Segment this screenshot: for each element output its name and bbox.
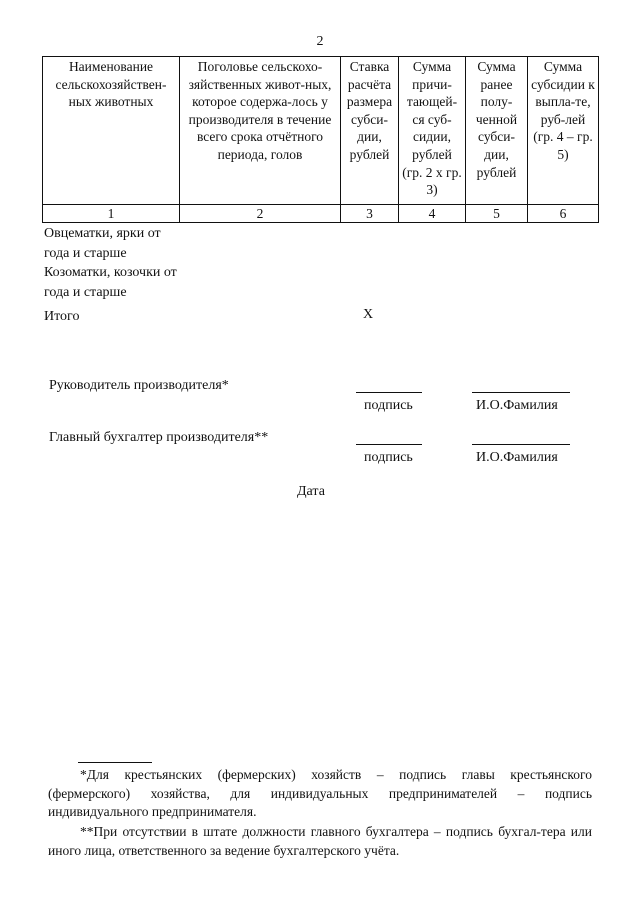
header-received-amount: Сумма ранее полу-ченной субси-дии, рублей <box>466 57 528 205</box>
row-sheep: Овцематки, ярки от года и старше <box>44 226 161 261</box>
row-goats: Козоматки, козочки от года и старше <box>44 265 177 300</box>
column-number: 4 <box>399 205 466 223</box>
head-signature-label: Руководитель производителя* <box>49 378 229 393</box>
head-signature-line <box>356 392 422 393</box>
header-payout-amount: Сумма субсидии к выпла-те, руб-лей (гр. 4 – гр. 5) <box>528 57 599 205</box>
column-number: 6 <box>528 205 599 223</box>
table-header-row <box>43 57 599 205</box>
header-due-amount: Сумма причи-тающей-ся суб-сидии, рублей (гр. 2 х гр. 3) <box>399 57 466 205</box>
footnote-first: *Для крестьянских (фермерских) хозяйств – подпись главы крестьянского (фермерского) хозяйства, для индивидуальных предпринимателей – подпись индивидуального предпринимателя. <box>48 767 592 819</box>
accountant-signature-caption: подпись <box>364 450 413 465</box>
date-label: Дата <box>297 484 325 499</box>
page-number: 2 <box>316 34 324 49</box>
footnote-divider <box>78 762 152 763</box>
accountant-name-line <box>472 444 570 445</box>
head-name-caption: И.О.Фамилия <box>476 398 558 413</box>
footnote-second: **При отсутствии в штате должности главного бухгалтера – подпись бухгал-тера или иного лица, ответственного за ведение бухгалтерского учёта. <box>48 824 592 858</box>
total-label: Итого <box>44 309 80 324</box>
total-mark: X <box>363 307 374 322</box>
head-signature-caption: подпись <box>364 398 413 413</box>
accountant-signature-label: Главный бухгалтер производителя** <box>49 430 269 445</box>
column-number: 1 <box>43 205 180 223</box>
subsidy-table <box>42 56 599 223</box>
column-number: 3 <box>341 205 399 223</box>
column-number: 5 <box>466 205 528 223</box>
column-number-row <box>43 205 599 223</box>
header-livestock-count: Поголовье сельскохо-зяйственных живот-ных, которое содержа-лось у производителя в течение всего срока отчётного периода, голов <box>180 57 341 205</box>
accountant-name-caption: И.О.Фамилия <box>476 450 558 465</box>
header-rate: Ставка расчёта размера субси-дии, рублей <box>341 57 399 205</box>
head-name-line <box>472 392 570 393</box>
column-number: 2 <box>180 205 341 223</box>
accountant-signature-line <box>356 444 422 445</box>
header-animal-name: Наименование сельскохозяйствен-ных животных <box>43 57 180 205</box>
